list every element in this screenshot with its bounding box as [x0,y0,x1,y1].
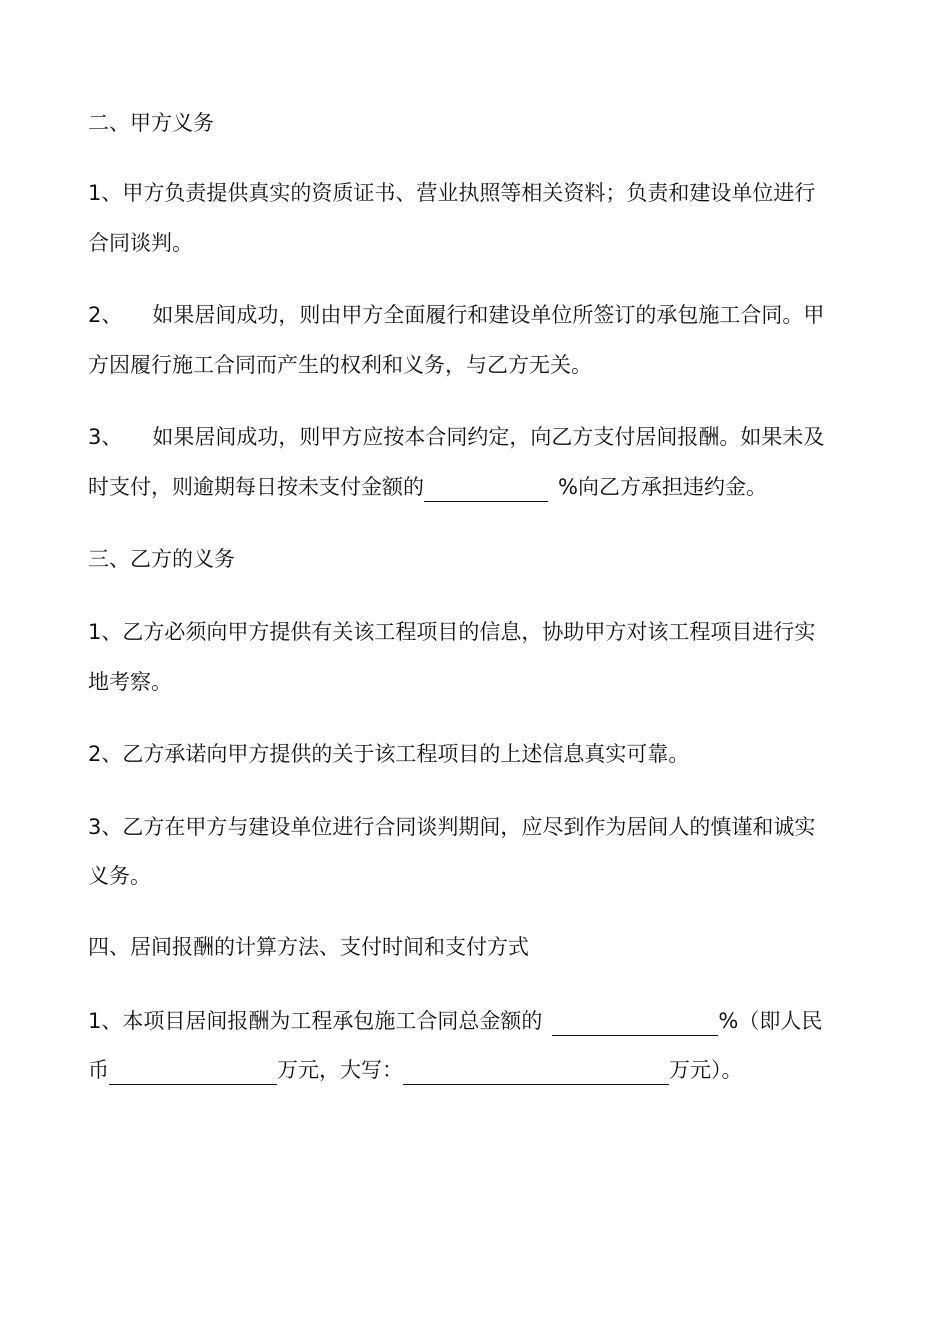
amount-in-words-blank[interactable] [403,1060,669,1085]
paragraph-line [88,228,193,258]
paragraph-text: 如果居间成功，则甲方应按本合同约定，向乙方支付居间报酬。如果未及 [152,425,825,449]
heading-text: 四、居间报酬的计算方法、支付时间和支付方式 [88,935,529,959]
paragraph-text: 时支付，则逾期每日按未支付金额的 [88,475,424,499]
paragraph-line [88,812,815,842]
paragraph-line [88,350,592,380]
paragraph-line [88,300,824,330]
paragraph-line [88,1006,822,1036]
paragraph-text: 义务。 [88,864,151,888]
amount-numeric-blank[interactable] [109,1060,277,1085]
heading-text: 三、乙方的义务 [88,547,235,571]
paragraph-text: 币 [88,1058,109,1082]
section-heading-party-b-obligations [88,544,235,574]
item-number: 3、 [88,425,123,449]
paragraph-text: 1、甲方负责提供真实的资质证书、营业执照等相关资料；负责和建设单位进行 [88,181,816,205]
remuneration-percent-blank[interactable] [552,1011,718,1036]
paragraph-text: 1、本项目居间报酬为工程承包施工合同总金额的 [88,1009,543,1033]
paragraph-text: 万元，大写： [277,1058,403,1082]
paragraph-line [88,472,767,502]
penalty-rate-blank[interactable] [424,477,548,502]
paragraph-text: 地考察。 [88,670,172,694]
heading-text: 二、甲方义务 [88,111,214,135]
paragraph-text: 1、乙方必须向甲方提供有关该工程项目的信息，协助甲方对该工程项目进行实 [88,620,816,644]
paragraph-line [88,1055,743,1085]
section-heading-remuneration [88,932,529,962]
paragraph-text: 3、乙方在甲方与建设单位进行合同谈判期间，应尽到作为居间人的慎谨和诚实 [88,815,816,839]
paragraph-text: 如果居间成功，则由甲方全面履行和建设单位所签订的承包施工合同。甲 [152,303,825,327]
paragraph-line [88,861,151,891]
section-heading-party-a-obligations [88,108,214,138]
paragraph-line [88,178,815,208]
paragraph-text: 2、乙方承诺向甲方提供的关于该工程项目的上述信息真实可靠。 [88,742,690,766]
paragraph-text: 万元）。 [669,1058,743,1082]
paragraph-text: %向乙方承担违约金。 [558,475,767,499]
paragraph-text: 合同谈判。 [88,231,193,255]
paragraph-line [88,667,172,697]
paragraph-line [88,739,689,769]
paragraph-text: %（即人民 [718,1009,823,1033]
item-number: 2、 [88,303,123,327]
paragraph-line [88,422,824,452]
paragraph-text: 方因履行施工合同而产生的权利和义务，与乙方无关。 [88,353,592,377]
paragraph-line [88,617,815,647]
